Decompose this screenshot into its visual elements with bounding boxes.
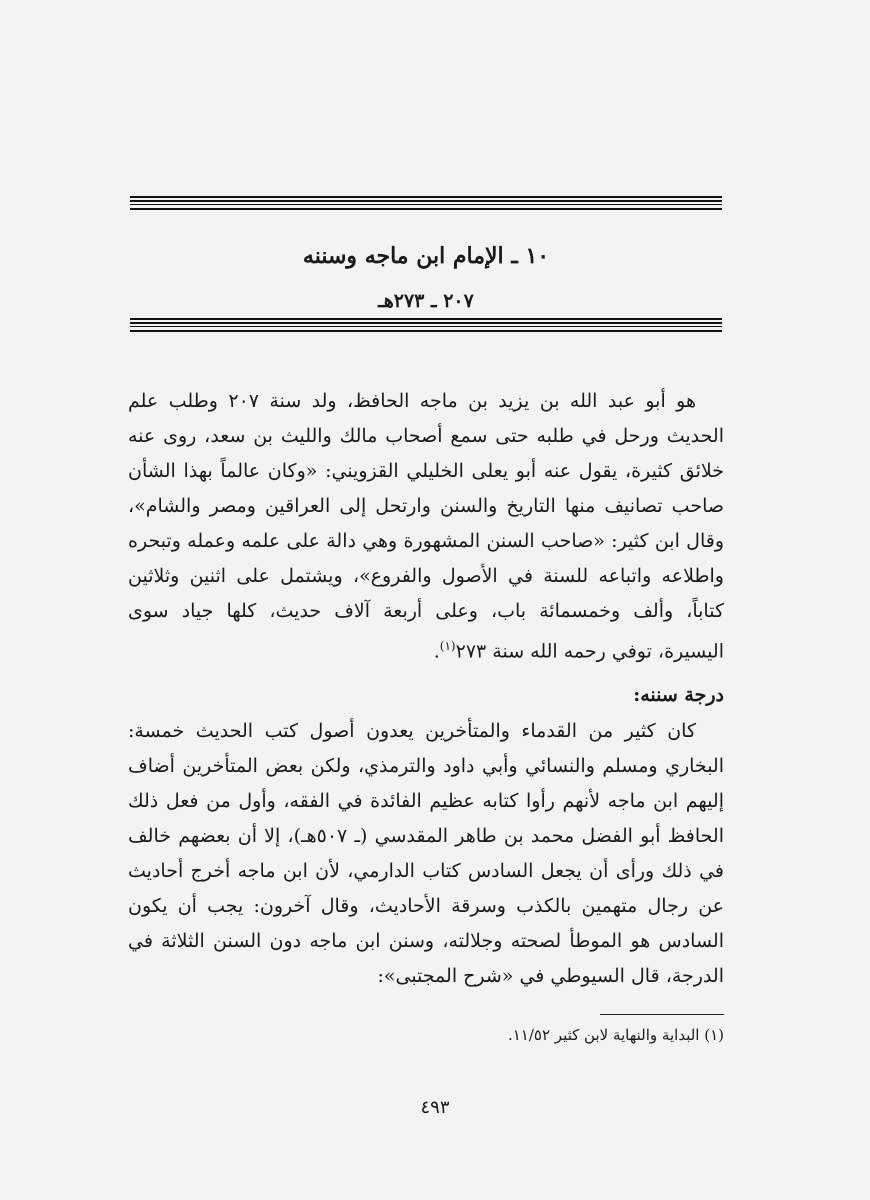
grade-paragraph [128, 714, 724, 994]
bio-text-block [128, 384, 724, 669]
footnote: (١) البداية والنهاية لابن كثير ١١/٥٢. [507, 1026, 724, 1044]
page-number: ٤٩٣ [420, 1097, 450, 1118]
grade-text: كان كثير من القدماء والمتأخرين يعدون أصول كتب الحديث خمسة: البخاري ومسلم والنسائي وأبي داود والترمذي، ولكن بعض المتأخرين أضاف إليهم ابن ماجه لأنهم رأوا كتابه عظيم الفائدة في الفقه، وأول من فعل ذلك الحافظ أبو الفضل محمد بن طاهر المقدسي (ـ ٥٠٧هـ)، إلا أن بعضهم خالف في ذلك ورأى أن يجعل السادس كتاب الدارمي، لأن ابن ماجه أخرج أحاديث عن رجال متهمين بالكذب وسرقة الأحاديث، وقال آخرون: يجب أن يكون السادس هو الموطأ لصحته وجلالته، وسنن ابن ماجه دون السنن الثلاثة في الدرجة، قال السيوطي في «شرح المجتبى»: [128, 720, 724, 987]
chapter-dates: ٢٠٧ ـ ٢٧٣هـ [378, 290, 474, 312]
header-rules-top [130, 196, 722, 212]
section-heading: درجة سننه: [633, 684, 724, 706]
bio-text: هو أبو عبد الله بن يزيد بن ماجه الحافظ، ولد سنة ٢٠٧ وطلب علم الحديث ورحل في طلبه حتى سمع أصحاب مالك والليث بن سعد، روى عنه خلائق كثيرة، يقول عنه أبو يعلى الخليلي القزويني: «وكان عالماً بهذا الشأن صاحب تصانيف منها التاريخ والسنن وارتحل إلى العراقين ومصر والشام»، وقال ابن كثير: «صاحب السنن المشهورة وهي دالة على علمه وعمله وتبحره واطلاعه واتباعه للسنة في الأصول والفروع»، ويشتمل على اثنين وثلاثين كتاباً، وألف وخمسمائة باب، وعلى أربعة آلاف حديث، كلها جياد سوى اليسيرة، توفي رحمه الله سنة ٢٧٣ [128, 390, 724, 663]
header-rules-bottom [130, 318, 722, 334]
footnote-divider [600, 1014, 724, 1015]
bio-end-punctuation: . [433, 640, 440, 663]
footnote-reference: (١) [439, 639, 456, 653]
chapter-title: ١٠ ـ الإمام ابن ماجه وسننه [302, 243, 550, 269]
bio-paragraph [128, 384, 724, 669]
